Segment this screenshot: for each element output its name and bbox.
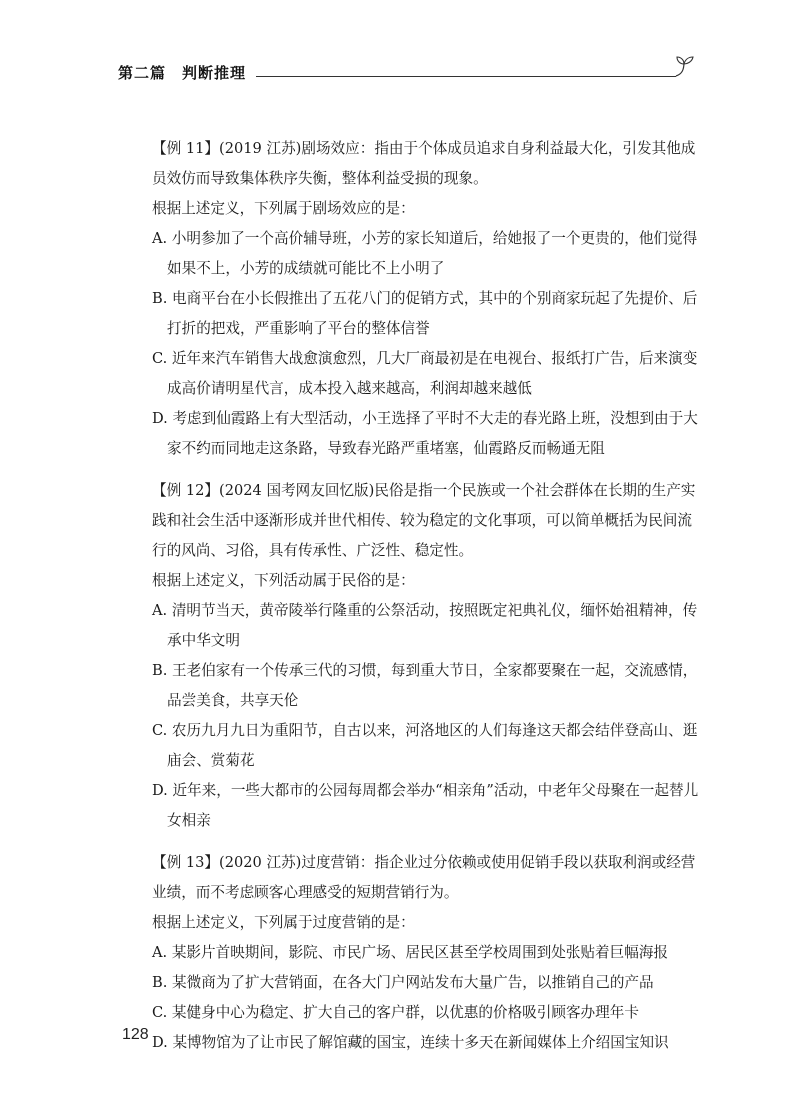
running-header (118, 60, 698, 88)
option-b: B. 某微商为了扩大营销面，在各大门户网站发布大量广告，以推销自己的产品 (152, 974, 654, 991)
example-13 (152, 848, 704, 1058)
option-d: D. 近年来，一些大都市的公园每周都会举办“相亲角”活动，中老年父母聚在一起替儿女相亲 (152, 782, 699, 829)
example-tag: 【例 11】 (152, 140, 219, 157)
question-prompt: 根据上述定义，下列活动属于民俗的是： (152, 572, 415, 589)
example-12 (152, 476, 704, 836)
option-a: A. 某影片首映期间，影院、市民广场、居民区甚至学校周围到处张贴着巨幅海报 (152, 944, 669, 961)
option-a: A. 清明节当天，黄帝陵举行隆重的公祭活动，按照既定祀典礼仪，缅怀始祖精神，传承中华文明 (152, 602, 698, 649)
option-d: D. 某博物馆为了让市民了解馆藏的国宝，连续十多天在新闻媒体上介绍国宝知识 (152, 1034, 669, 1051)
definition-text: 民俗是指一个民族或一个社会群体在长期的生产实践和社会生活中逐渐形成并世代相传、较为稳定的文化事项，可以简单概括为民间流行的风尚、习俗，具有传承性、广泛性、稳定性。 (152, 482, 696, 559)
option-c: C. 农历九月九日为重阳节，自古以来，河洛地区的人们每逢这天都会结伴登高山、逛庙会、赏菊花 (152, 722, 698, 769)
sprout-icon (672, 54, 698, 80)
option-b: B. 王老伯家有一个传承三代的习惯，每到重大节日，全家都要聚在一起，交流感情，品尝美食，共享天伦 (152, 662, 698, 709)
chapter-title: 第二篇 判断推理 (118, 64, 247, 82)
example-source: (2024 国考网友回忆版) (219, 482, 375, 499)
option-d: D. 考虑到仙霞路上有大型活动，小王选择了平时不大走的春光路上班，没想到由于大家不约而同地走这条路，导致春光路严重堵塞，仙霞路反而畅通无阻 (152, 410, 698, 457)
question-stem (152, 476, 704, 566)
question-stem (152, 134, 704, 194)
option-c: C. 近年来汽车销售大战愈演愈烈，几大厂商最初是在电视台、报纸打广告，后来演变成高价请明星代言，成本投入越来越高，利润却越来越低 (152, 350, 698, 397)
option-a: A. 小明参加了一个高价辅导班，小芳的家长知道后，给她报了一个更贵的，他们觉得如果不上，小芳的成绩就可能比不上小明了 (152, 230, 698, 277)
definition-text: 过度营销：指企业过分依赖或使用促销手段以获取利润或经营业绩，而不考虑顾客心理感受的短期营销行为。 (152, 854, 696, 901)
page-number: 128 (122, 1026, 149, 1043)
example-11 (152, 134, 704, 464)
example-tag: 【例 13】 (152, 854, 219, 871)
definition-text: 剧场效应：指由于个体成员追求自身利益最大化，引发其他成员效仿而导致集体秩序失衡，整体利益受损的现象。 (152, 140, 696, 187)
option-b: B. 电商平台在小长假推出了五花八门的促销方式，其中的个别商家玩起了先提价、后打折的把戏，严重影响了平台的整体信誉 (152, 290, 698, 337)
example-tag: 【例 12】 (152, 482, 219, 499)
question-prompt: 根据上述定义，下列属于过度营销的是： (152, 914, 415, 931)
example-source: (2019 江苏) (219, 140, 302, 157)
header-rule (256, 76, 676, 77)
example-source: (2020 江苏) (219, 854, 302, 871)
option-c: C. 某健身中心为稳定、扩大自己的客户群，以优惠的价格吸引顾客办理年卡 (152, 1004, 639, 1021)
question-stem (152, 848, 704, 908)
question-prompt: 根据上述定义，下列属于剧场效应的是： (152, 200, 415, 217)
page-body (152, 134, 704, 1070)
